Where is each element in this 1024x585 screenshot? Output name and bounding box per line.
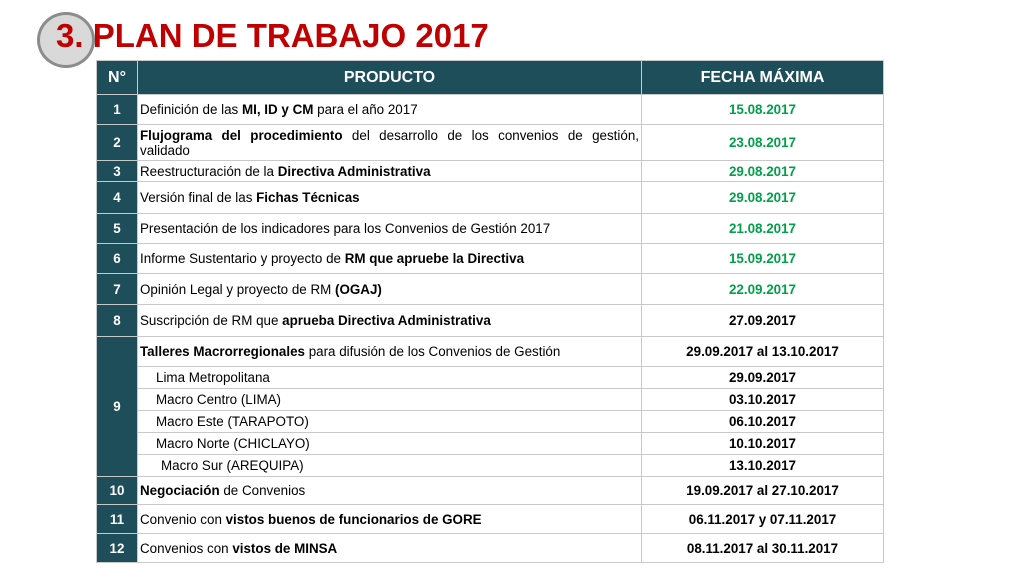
product-cell (138, 477, 642, 505)
header-num: N° (97, 61, 138, 95)
product-text: Convenio con (140, 511, 226, 527)
date-cell: 13.10.2017 (642, 455, 884, 477)
row-number: 4 (97, 182, 138, 214)
table-row-sub (97, 411, 884, 433)
product-cell (138, 305, 642, 337)
product-text: Opinión Legal y proyecto de RM (140, 281, 336, 297)
table-row (97, 305, 884, 337)
row-number: 5 (97, 214, 138, 244)
table-row (97, 161, 884, 182)
workshop-location (138, 389, 642, 411)
product-cell (138, 214, 642, 244)
table-row-sub (97, 389, 884, 411)
row-number: 3 (97, 161, 138, 182)
date-cell: 29.09.2017 (642, 367, 884, 389)
date-cell: 15.09.2017 (642, 244, 884, 274)
product-cell (138, 244, 642, 274)
row-number: 2 (97, 125, 138, 161)
product-text-bold: (OGAJ) (335, 281, 382, 297)
product-text: del desarrollo de los convenios de gestión, validado (140, 127, 639, 158)
date-cell: 06.10.2017 (642, 411, 884, 433)
product-text-bold: aprueba Directiva Administrativa (282, 313, 491, 328)
table-row-sub (97, 367, 884, 389)
table-row (97, 244, 884, 274)
product-text-bold: Negociación (140, 483, 220, 498)
table-row (97, 95, 884, 125)
product-text-bold: MI, ID y CM (241, 102, 314, 117)
workshop-location (138, 367, 642, 389)
product-text-bold: Talleres Macrorregionales (140, 344, 305, 359)
product-text-bold: Fichas Técnicas (256, 190, 360, 205)
workshop-location-label: Macro Este (TARAPOTO) (156, 414, 309, 429)
product-text: Suscripción de RM que (140, 313, 283, 328)
product-text: Convenios con (140, 540, 233, 556)
product-text-bold: vistos de MINSA (232, 540, 338, 556)
date-cell: 27.09.2017 (642, 305, 884, 337)
header-product: PRODUCTO (138, 61, 642, 95)
date-cell: 23.08.2017 (642, 125, 884, 161)
product-text: de Convenios (219, 483, 306, 498)
product-cell (138, 505, 642, 534)
slide-title: 3. PLAN DE TRABAJO 2017 (56, 17, 489, 54)
product-text: Versión final de las (140, 190, 257, 205)
date-cell: 29.08.2017 (642, 161, 884, 182)
row-number: 7 (97, 274, 138, 305)
row-number: 9 (97, 337, 138, 477)
row-number: 6 (97, 244, 138, 274)
product-text: para el año 2017 (313, 102, 418, 117)
product-cell (138, 182, 642, 214)
date-cell: 08.11.2017 al 30.11.2017 (642, 534, 884, 563)
date-cell: 21.08.2017 (642, 214, 884, 244)
table-row (97, 125, 884, 161)
header-date: FECHA MÁXIMA (642, 61, 884, 95)
product-text-bold: Directiva Administrativa (277, 163, 431, 179)
table-row (97, 477, 884, 505)
table-row (97, 214, 884, 244)
date-cell: 29.08.2017 (642, 182, 884, 214)
date-cell: 22.09.2017 (642, 274, 884, 305)
table-row (97, 274, 884, 305)
row-number: 8 (97, 305, 138, 337)
row-number: 12 (97, 534, 138, 563)
workshop-location-label: Macro Norte (CHICLAYO) (156, 436, 310, 451)
date-cell: 19.09.2017 al 27.10.2017 (642, 477, 884, 505)
product-text-bold: vistos buenos de funcionarios de GORE (225, 511, 482, 527)
product-cell (138, 95, 642, 125)
workshop-location-label: Macro Centro (LIMA) (156, 392, 282, 407)
product-cell (138, 161, 642, 182)
table-row (97, 337, 884, 367)
product-text-bold: Flujograma del procedimiento (140, 127, 343, 143)
product-text: Presentación de los indicadores para los Convenios de Gestión 2017 (140, 221, 551, 236)
product-text: Definición de las (140, 102, 242, 117)
date-cell: 03.10.2017 (642, 389, 884, 411)
date-cell: 29.09.2017 al 13.10.2017 (642, 337, 884, 367)
table-row-sub (97, 455, 884, 477)
table-header-row (97, 61, 884, 95)
product-text: Reestructuración de la (140, 163, 278, 179)
row-number: 11 (97, 505, 138, 534)
product-cell (138, 274, 642, 305)
workshop-location (138, 455, 642, 477)
table-row-sub (97, 433, 884, 455)
row-number: 10 (97, 477, 138, 505)
row-number: 1 (97, 95, 138, 125)
date-cell: 10.10.2017 (642, 433, 884, 455)
workshop-location-label: Lima Metropolitana (156, 370, 270, 385)
product-cell (138, 125, 642, 161)
date-cell: 15.08.2017 (642, 95, 884, 125)
product-text-bold: RM que apruebe la Directiva (344, 251, 525, 266)
product-text: para difusión de los Convenios de Gestión (304, 344, 561, 359)
product-text: Informe Sustentario y proyecto de (140, 251, 345, 266)
table-row (97, 534, 884, 563)
workshop-location (138, 411, 642, 433)
product-cell (138, 534, 642, 563)
work-plan-table (96, 60, 884, 563)
date-cell: 06.11.2017 y 07.11.2017 (642, 505, 884, 534)
workshop-location (138, 433, 642, 455)
workshop-location-label: Macro Sur (AREQUIPA) (161, 458, 304, 473)
product-cell (138, 337, 642, 367)
table-row (97, 505, 884, 534)
table-row (97, 182, 884, 214)
